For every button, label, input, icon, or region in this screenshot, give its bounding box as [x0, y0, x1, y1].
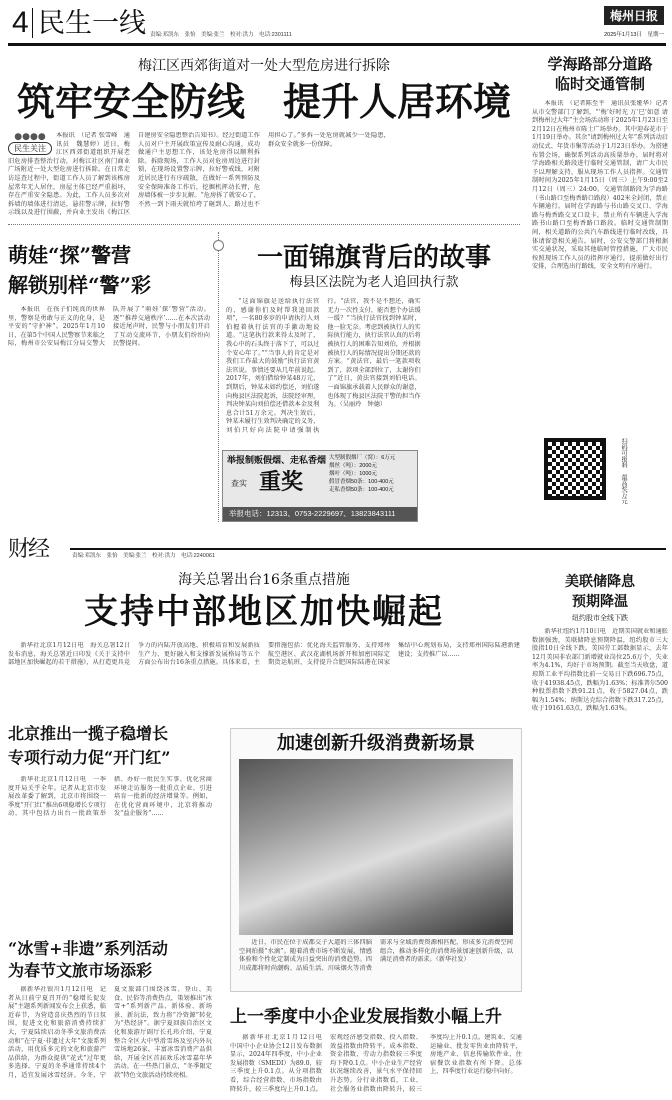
story-headline-line1: 美联储降息 — [565, 574, 635, 590]
story-headline-line2: 临时交通管制 — [554, 75, 645, 93]
reward-item: 大型制假烟厂（窝）：6万元 — [329, 455, 396, 461]
story-body — [8, 132, 520, 218]
newspaper-logo: 梅州日报 — [604, 6, 664, 25]
story-body: 新华社纽约1月10日电 近期美国就业和通胀数据强劲，美联储降息预期降温，纽约股市三大股指10日全线下跌。美国劳工部数据显示，去年12月美国非农部门新增就业岗位25.6万个，失业率为4.1%，均好于市场预期。截至当天收盘，道琼斯工业平均指数比前一交易日下跌696.75点，收于41938.45点，跌幅为1.63%；标准普尔500种股票指数下跌91.21点，收于5827.04点，跌幅为1.54%；纳斯达克综合指数下跌317.25点，收于19161.63点，跌幅为1.63%。 — [532, 628, 668, 713]
story-body: 本报讯 在孩子们纯真的世界里，警察是勇敢与正义的化身，是平安的“守护神”。2025年1月10日，在第5个中国人民警察节来临之际，梅州市公安局梅江分局交警大队开展了“萌娃‘探’警营”活动。逐“‘推荐交通秩序’……在本次活动接近尾声时，民警与小朋友们开启了互动交流环节，小朋友们纷纷向民警提问。 — [8, 306, 210, 348]
column-divider — [218, 232, 219, 522]
divider-ornament — [213, 240, 224, 251]
story-headline-line1: 学海路部分道路 — [547, 55, 653, 73]
section-title: 民生一线 — [38, 8, 146, 38]
story-headline-line2: 预期降温 — [572, 594, 628, 610]
sme-story — [230, 1004, 522, 1098]
story-body: 新华社北京1月12日电 海关总署12日发布消息，海关总署近日印发《关于支持中部地区加快崛起的若干措施》，从打造更具竞争力的内陆开放高地、积极培育和发展新质生产力、更好融入和支撑新发展格局等五个方面公布出台16条重点措施。具体来看，主要措施包括：优化海关监管服务，支持郑州航空港区、武汉花湖机场新开和加密国际定期货运航班，支持提升合肥国际陆港在国家集结中心规划布局，支持郑州国际陆港新建建设；支持推广以…… — [8, 642, 520, 667]
page-number: 4 — [12, 6, 29, 39]
qr-code[interactable] — [544, 438, 606, 500]
news-photo — [239, 759, 513, 935]
story-headline: 支持中部地区加快崛起 — [84, 592, 444, 632]
reward-item: 假冒香烟50条：100-400元 — [329, 479, 394, 485]
anti-smuggling-ad — [222, 450, 418, 522]
story-headline: 一面锦旗背后的故事 — [256, 243, 491, 273]
reward-item: 烟叶（吨）：1000元 — [329, 471, 377, 477]
story-headline-line2: 为春节文旅市场添彩 — [8, 961, 153, 980]
police-story — [8, 240, 210, 530]
photo-caption: 近日，市民在位于成都交子大道的三体四脑空间拍摄“水滴”。随着消费市场不断发展，情感体验和个性化定制成为日益突出的消费趋势。四川成都将时尚潮购、品质生活、川味烟火等消费需求与全域消费资源相匹配，形成多元消费空间组合，推动多样化的消费场景加速创新升级，以满足消费者的需求。（新华社发） — [239, 939, 513, 972]
qr-caption: 扫码可报料 最高奖万元 — [620, 438, 628, 504]
story-headline-line1: 北京推出一揽子稳增长 — [8, 724, 169, 743]
reward-item: 走私香烟50条：100-400元 — [329, 487, 394, 493]
reward-item: 烟丝（吨）：2000元 — [329, 463, 377, 469]
story-kicker: 海关总署出台16条重点措施 — [178, 572, 350, 588]
top-story — [8, 52, 520, 220]
traffic-story — [532, 54, 668, 536]
story-subhead: 梅县区法院为老人追回执行款 — [289, 275, 459, 290]
editor-credits: 责编:邓凯东 张怡 美编:张兰 校对:洪力 电话:2240061 — [72, 553, 216, 559]
page-header — [8, 0, 666, 46]
issue-date: 2025年1月13日 星期一 — [604, 32, 664, 38]
fed-story — [532, 572, 668, 1098]
column-badge — [8, 132, 52, 155]
story-headline: 筑牢安全防线 提升人居环境 — [16, 79, 511, 124]
editor-credits: 责编:邓凯东 张怡 美编:张兰 校对:洪力 电话:2301111 — [150, 32, 292, 38]
story-headline-line1: “冰雪+非遗”系列活动 — [8, 939, 168, 958]
story-body: 据新华社北京1月12日电 中国中小企业协会12日发布数据显示，2024年四季度，中小企业发展指数（SMEDI）为89.0，较三季度上升0.1点。从分项指数看，综合经营指数、市场指数由降转升，较三季度均上升0.1点。宏观经济感受指数、投入指数、效益指数由降转平。成本指数、资金指数、劳动力指数较三季度均下降0.1点。中小企业生产经营状况继续改善，景气水平保持回升态势。分行业指数看，工业、社会服务业指数由降转升，较三季度均上升0.1点。建筑业、交通运输业、批发零售业由降转平，房地产业、信息传输软件业、住宿餐饮业指数有所下降。总体上，四季度行业运行稳中向好。 — [230, 1034, 522, 1093]
story-body: “这面锦旗是送给执行法官的，感谢你们及时帮我追回款项”，一名80多岁的申请执行人刘伯握着执行法官的手激动地说道。“这笔执行款来得太及时了，我心中的石头终于落下了，可以过个安心年了。”“当事人的肯定是对我们工作最大的鼓励”执行法官黄法官说。事情还要从几年前说起。2017年，刘伯借给钟某48万元，到期后，钟某未如约偿还，刘伯遂向梅县区法院起诉，法院经审理，判决钟某向刘伯偿还借款本金及利息合计51万余元。判决生效后，钟某未履行生效判决确定的义务，刘伯只好向法院申请强制执行。“法官，我不是不想还，确实无力一次性支付，能否想个办法缓一缓？”当执行法官找到钟某时，他一脸无奈。考虑到被执行人的实际执行能力，执行法官认真的后将被执行人的困难告知刘伯，并根据被执行人的际情况提出分期还款的方案。“黄法官，最后一笔款项收到了，款项全部到位了，太谢你们了”近日，黄法官接到刘伯电话。一面锦旗承载着人民群众的谢意，也体现了梅县区法院干警的担当作为。（吴丽玲 钟德） — [226, 298, 421, 434]
story-headline-line2: 专项行动力促“开门红” — [8, 748, 171, 767]
ad-verify: 查实 — [231, 479, 247, 488]
story-headline: 上一季度中小企业发展指数小幅上升 — [230, 1007, 502, 1027]
header-rule — [70, 548, 666, 550]
story-body: 据新华社银川1月12日电 记者从日前宁夏召开的“稳增长促发展”主题系列新闻发布会上获悉，临近春节，为营造喜庆热烈的节日氛围，促进文化和旅游消费持续扩大，宁夏陆续启动冬季文旅消费活动和“在宁夏·非遗过大年”文旅系列活动，用优质多元的文化和旅游产品供给，为群众提供“花式”过年更多选择。宁夏的冬季通常持续4个月，适宜发展冰雪经济。今冬，宁夏文旅部门围绕冰雪、登山、美食、民俗等消费热点，策划推出“冰雪+”系列新产品、新体验、新场景、新玩法，致力将“冷资源”转化为“热经济”。据宁夏回族自治区文化和旅游厅副厅长孔玮介绍，宁夏整合全区大中型滑雪场及室内外玩雪场地26家，丰富冰雪消费产品供给，开展全区首届欢乐冰雪嘉年华活动。在一些热门景点，“冬季限定款”特色文旅活动持续亮相。 — [8, 986, 212, 1079]
ad-prize: 重奖 — [259, 469, 304, 494]
ad-hotline: 举报电话：12313、0753-2229697、13823843111 — [223, 507, 417, 521]
customs-story — [8, 570, 520, 710]
story-body: 本报讯 （记者陈至平 通讯员张娅华）记者从市交警部门了解到，“‘梅’好时光 万‘巳’如意 请到梅州过大年”主会场活动将于2025年1月23日至2月12日在梅州市陈土广场举办。其中迎春花市于1月19日举办。其余“请到梅州过大年”系列活动启动仪式、年货市集等活动于1月23日举办。为搭建布置会场，确保系列活动高质量举办，届时将对学海路相关路段进行临时交通管制，请广大市民予以理解支持，服从现场工作人员指挥。交通管制时间为2025年1月15日（周三）上午9:00至2月12日（周三）24:00。交通管制路段为学海路（书山路口至梅香路口路段）402米全封闭，禁止车辆通行。届时在学海路与书山路交叉口、学海路与梅香路交叉口设卡，禁止所有车辆进入学海路书山路口至梅香路口路段。临时交通管制期间，相关道路的公共汽车路线进行临时改线，具体请留意相关通告。届时，公安交警部门将根据实交通状况，采取其他临时管控措施，广大市民按照现场工作人员的指挥序通行，提前做好出行安排，合理选出行路线，安全文明有序通行。 — [532, 100, 668, 271]
story-headline-line1: 萌娃“探”警营 — [8, 243, 132, 267]
photo-story — [230, 728, 522, 992]
story-kicker: 梅江区西郊街道对一处大型危房进行拆除 — [138, 58, 390, 74]
divider — [32, 8, 33, 38]
section-divider — [8, 224, 520, 225]
story-body-text: 本报讯 （记者 张雪峰 通讯员 魏慧婷）近日，梅江区西郊街道组织开展老旧危房排查整治行动，对梅江社区南门商业广场附近一处大型危房进行拆除。在日常走访巡查过程中，街道工作人员了解到该栋房屋常年无人居住，房屋主体已经严重损坏，存在严重安全隐患。为此，工作人员多次对拆墙的墙体进行清运，悬挂警示牌，拉好警示线以及进行围蔽，并向业主发出《梅江区自建房安全隐患整治告知书》。经过街道工作人员对户主开展政策宣传及耐心沟通，成功做通户主思想工作，该处危房得以顺利拆除。拆除现场，工作人员对危房周边进行封锁，在现场设置警示牌，拉好警戒线，对附近居民进行有序疏散，在做好一系列预防及安全保障准备工作后，挖掘机挥动长臂，危房墙体被一步步瓦解。“危房拆了就安心了，不然一到下雨天就怕垮了砸到人，路过也不用担心了。”多拆一处危房就减少一处隐患，群众安全就多一份保障。 — [8, 132, 390, 217]
story-headline-line2: 解锁别样“警”彩 — [8, 273, 152, 297]
ice-story — [8, 938, 212, 1098]
badge-label: 民生关注 — [8, 142, 52, 155]
story-headline: 加速创新升级消费新场景 — [277, 733, 475, 754]
beijing-story — [8, 722, 212, 922]
finance-header — [8, 536, 666, 562]
story-body: 新华社北京1月12日电 一季度开局关乎全年。记者从北京市发展改革委了解到，北京市将围绕一季度“开门红”推出6项稳增长专项行动，其中包括力出台一批政策举措、办好一批民生实事、优化营商环境走访服务一批重点企业、引进培育一批新的经济增量等。例如，在优化营商环境中，北京将推动发“益企服务”…… — [8, 776, 212, 818]
ad-rewards — [329, 454, 395, 494]
people-icon: ●●●● — [14, 132, 46, 142]
section-title: 财经 — [8, 536, 49, 561]
banner-story — [226, 242, 522, 442]
ad-title: 举报制贩假烟、走私香烟 — [227, 455, 327, 465]
story-subhead: 纽约股市全线下跌 — [572, 614, 628, 622]
